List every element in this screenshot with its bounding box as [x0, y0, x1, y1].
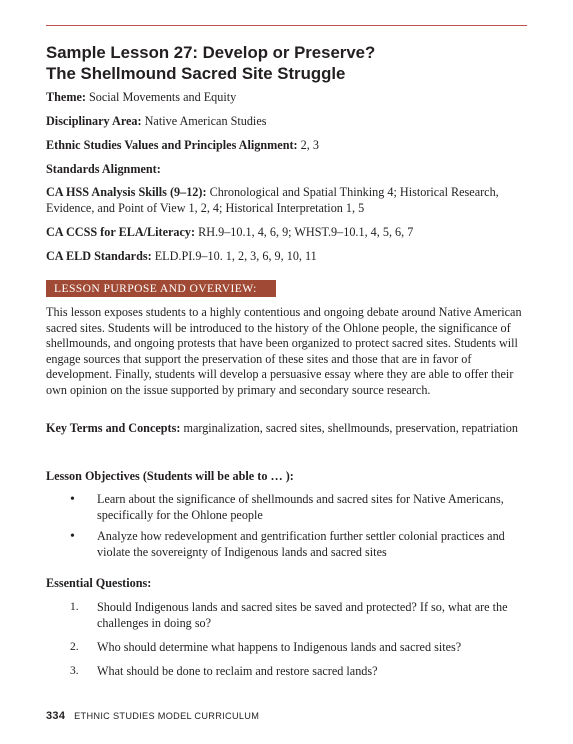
question-number: 2. [70, 641, 79, 654]
top-rule [46, 25, 527, 26]
title-line-1: Sample Lesson 27: Develop or Preserve? [46, 43, 376, 62]
standards-alignment-label: Standards Alignment: [46, 162, 161, 176]
question-text: Should Indigenous lands and sacred sites be saved and protected? If so, what are the challenges in doing so? [97, 600, 508, 630]
disciplinary-area-line [46, 114, 528, 130]
theme-line [46, 90, 528, 106]
lesson-title [46, 42, 526, 84]
page-footer [46, 710, 259, 722]
objectives-list [46, 492, 528, 560]
key-terms-line [46, 421, 528, 437]
essential-questions-list [46, 600, 528, 679]
theme-value: Social Movements and Equity [88, 90, 237, 104]
disciplinary-area-label: Disciplinary Area: [46, 114, 142, 128]
hss-value: Chronological and Spatial Thinking 4; Historical Research, Evidence, and Point of View 1, 2, 4; Historical Interpretation 1, 5 [46, 185, 499, 215]
key-terms-label: Key Terms and Concepts: [46, 421, 181, 435]
eld-standards-line [46, 249, 528, 265]
page-number: 334 [46, 710, 66, 722]
question-number: 1. [70, 601, 79, 613]
lesson-purpose-banner: LESSON PURPOSE AND OVERVIEW: [46, 280, 276, 297]
theme-label: Theme: [46, 90, 86, 104]
objective-item: • Analyze how redevelopment and gentrification further settler colonial practices and violate the sovereignty of Indigenous lands and sacred sites [46, 529, 528, 560]
eld-value: ELD.PI.9–10. 1, 2, 3, 6, 9, 10, 11 [154, 249, 317, 263]
question-number: 3. [70, 664, 79, 677]
ccss-standards-line [46, 225, 528, 241]
ccss-value: RH.9–10.1, 4, 6, 9; WHST.9–10.1, 4, 5, 6, 7 [198, 225, 414, 239]
question-item [46, 664, 528, 680]
hss-standards-line [46, 185, 528, 216]
values-alignment-value: 2, 3 [300, 138, 319, 152]
question-text: Who should determine what happens to Indigenous lands and sacred sites? [97, 640, 462, 655]
question-item [46, 640, 528, 656]
disciplinary-area-value: Native American Studies [144, 114, 267, 128]
title-line-2: The Shellmound Sacred Site Struggle [46, 64, 346, 83]
eld-label: CA ELD Standards: [46, 249, 152, 263]
question-text: What should be done to reclaim and restore sacred lands? [97, 663, 378, 678]
lesson-purpose-text: This lesson exposes students to a highly contentious and ongoing debate around Native American sacred sites. Students will be introduced to the history of the Ohlone people, the significance of shellmounds, and ongoing protests that have been organized to protect sacred sites. Students will engage sources that support the preservation of these sites and those that are in favor of development. Finally, students will develop a persuasive essay where they are able to offer their own opinion on the issue supported by primary and secondary source research. [46, 305, 522, 397]
objective-item: • Learn about the significance of shellmounds and sacred sites for Native Americans, specifically for the Ohlone people [46, 492, 528, 523]
standards-alignment-heading [46, 162, 528, 178]
key-terms-value: marginalization, sacred sites, shellmounds, preservation, repatriation [183, 421, 518, 435]
values-alignment-label: Ethnic Studies Values and Principles Alignment: [46, 138, 298, 152]
hss-label: CA HSS Analysis Skills (9–12): [46, 185, 207, 199]
objectives-heading: Lesson Objectives (Students will be able to … ): [46, 469, 294, 483]
essential-questions-heading: Essential Questions: [46, 576, 152, 590]
values-alignment-line [46, 138, 528, 154]
question-item [46, 600, 528, 631]
running-title: ETHNIC STUDIES MODEL CURRICULUM [74, 711, 260, 721]
ccss-label: CA CCSS for ELA/Literacy: [46, 225, 196, 239]
